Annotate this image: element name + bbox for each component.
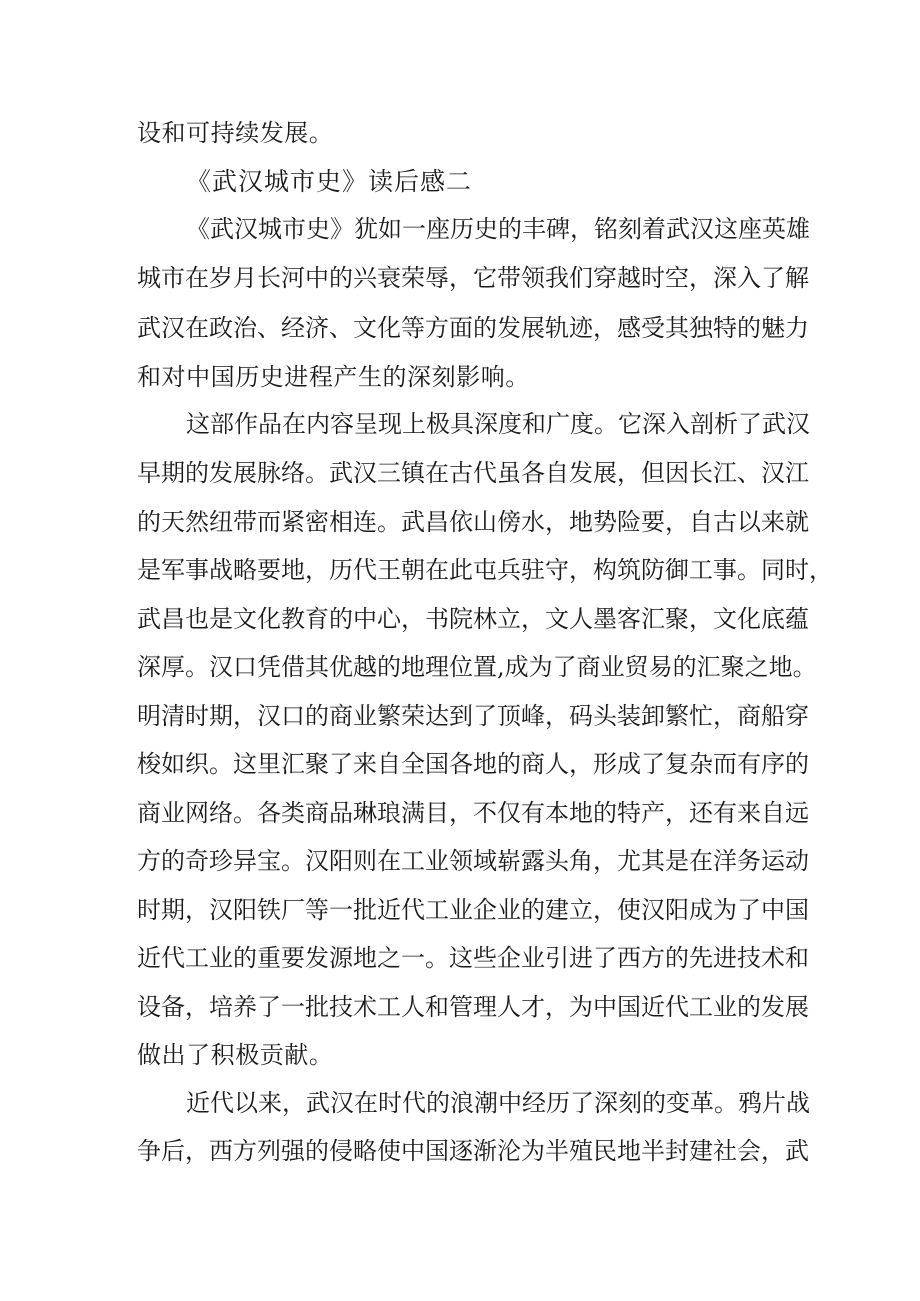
paragraph-2-line: 设备，培养了一批技术工人和管理人才，为中国近代工业的发展	[137, 993, 809, 1021]
paragraph-1-line: 和对中国历史进程产生的深刻影响。	[137, 363, 530, 391]
paragraph-3-line: 争后，西方列强的侵略使中国逐渐沦为半殖民地半封建社会，武	[137, 1137, 809, 1165]
paragraph-2-line: 时期，汉阳铁厂等一批近代工业企业的建立，使汉阳成为了中国	[137, 896, 809, 924]
paragraph-2-line: 明清时期，汉口的商业繁荣达到了顶峰，码头装卸繁忙，商船穿	[137, 702, 809, 730]
paragraph-2-line: 近代工业的重要发源地之一。这些企业引进了西方的先进技术和	[137, 944, 809, 972]
paragraph-1-line: 武汉在政治、经济、文化等方面的发展轨迹，感受其独特的魅力	[137, 314, 809, 342]
paragraph-2-line: 做出了积极贡献。	[137, 1041, 334, 1069]
paragraph-2-line: 武昌也是文化教育的中心，书院林立，文人墨客汇聚，文化底蕴	[137, 605, 809, 633]
paragraph-2-line: 这部作品在内容呈现上极具深度和广度。它深入剖析了武汉	[186, 410, 810, 438]
paragraph-2-line: 商业网络。各类商品琳琅满目，不仅有本地的特产，还有来自远	[137, 799, 809, 827]
continuation-line: 设和可持续发展。	[137, 119, 334, 147]
paragraph-1-line: 城市在岁月长河中的兴衰荣辱，它带领我们穿越时空，深入了解	[137, 264, 809, 292]
paragraph-2-line: 的天然纽带而紧密相连。武昌依山傍水，地势险要，自古以来就	[137, 508, 809, 536]
paragraph-2-line: 梭如织。这里汇聚了来自全国各地的商人，形成了复杂而有序的	[137, 750, 809, 778]
paragraph-2-line: 早期的发展脉络。武汉三镇在古代虽各自发展，但因长江、汉江	[137, 459, 809, 487]
paragraph-2-line: 深厚。汉口凭借其优越的地理位置,成为了商业贸易的汇聚之地。	[137, 653, 817, 681]
paragraph-3-line: 近代以来，武汉在时代的浪潮中经历了深刻的变革。鸦片战	[186, 1089, 810, 1117]
paragraph-2-line: 方的奇珍异宝。汉阳则在工业领域崭露头角，尤其是在洋务运动	[137, 847, 809, 875]
paragraph-2-line: 是军事战略要地，历代王朝在此屯兵驻守，构筑防御工事。同时，	[137, 556, 833, 584]
paragraph-1-line: 《武汉城市史》犹如一座历史的丰碑，铭刻着武汉这座英雄	[186, 215, 810, 243]
section-title: 《武汉城市史》读后感二	[186, 167, 473, 196]
